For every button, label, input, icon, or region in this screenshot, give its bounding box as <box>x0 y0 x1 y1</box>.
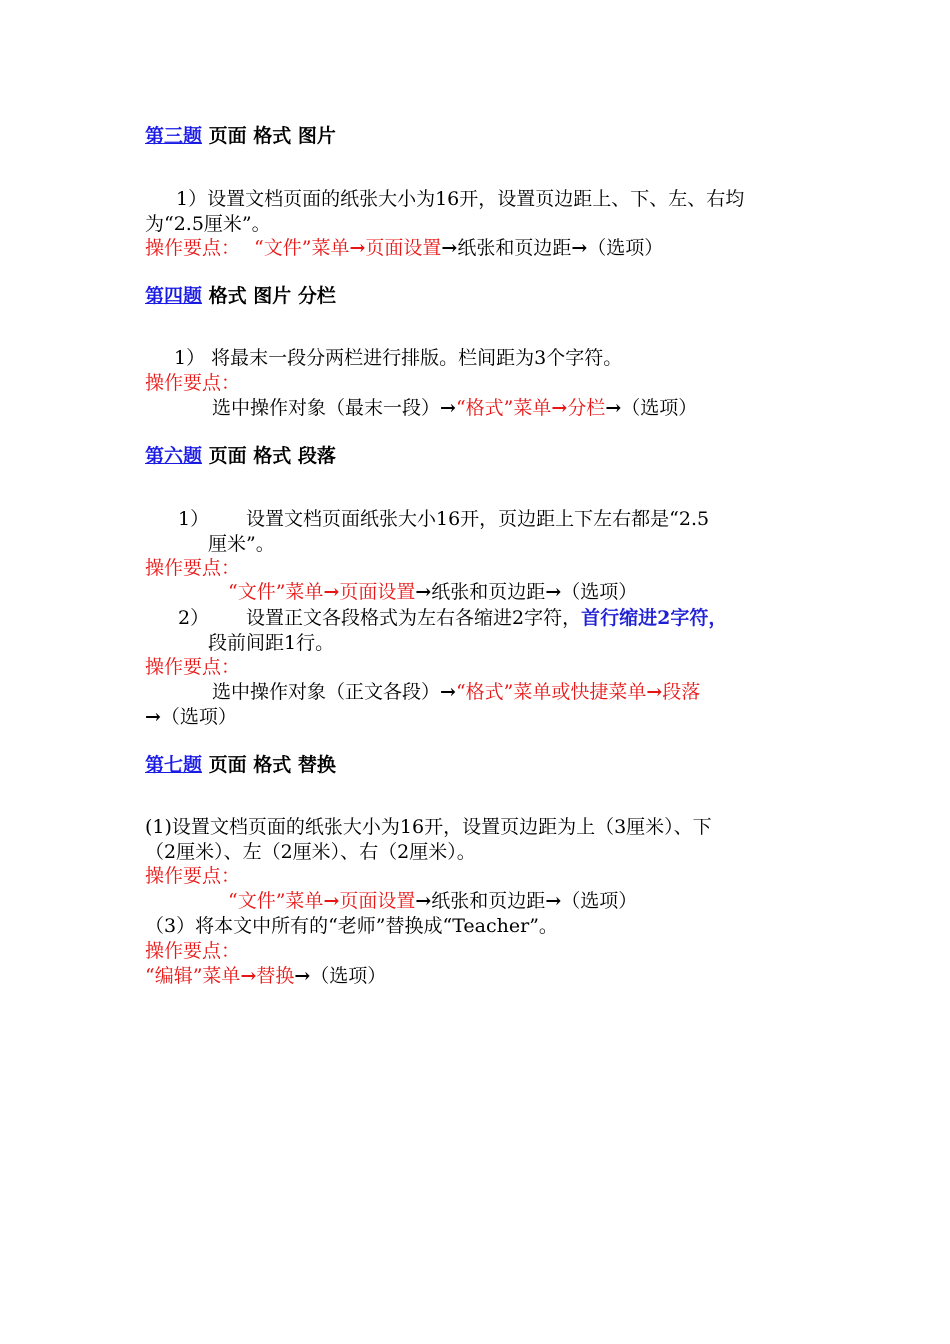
arrow-icon: → <box>415 890 432 912</box>
arrow-icon: → <box>240 965 257 987</box>
q3-tip-page-setup: 页面设置 <box>365 237 442 259</box>
q7-tip2-menu: “编辑”菜单 <box>145 965 241 987</box>
arrow-icon: → <box>605 397 622 419</box>
q7-tip1-menu: “文件”菜单 <box>228 890 324 912</box>
q3-tip <box>145 236 663 261</box>
q6-tip1-options: （选项） <box>561 581 638 603</box>
q4-heading-link[interactable]: 第四题 <box>145 285 203 307</box>
q6-tip2-cont <box>145 705 237 730</box>
q7-tip1-paper: 纸张和页边距 <box>431 890 546 912</box>
arrow-icon: → <box>440 397 456 419</box>
q6-tip2-options: （选项） <box>160 706 237 728</box>
q6-tip2-paragraph: 段落 <box>662 681 701 703</box>
arrow-icon: → <box>415 581 432 603</box>
q6-heading-text: 页面 格式 段落 <box>202 445 336 467</box>
q6-item2-number: 2） <box>178 607 210 629</box>
q7-heading-text: 页面 格式 替换 <box>202 754 336 776</box>
q3-heading <box>145 124 336 149</box>
arrow-icon: → <box>545 890 562 912</box>
arrow-icon: → <box>349 237 366 259</box>
arrow-icon: → <box>440 681 456 703</box>
q7-tip1 <box>228 889 637 914</box>
q6-item2-line1 <box>246 606 727 631</box>
q7-item1-line2: （2厘米）、左（2厘米）、右（2厘米）。 <box>145 841 476 863</box>
q3-item1-line2: 为“2.5厘米”。 <box>145 213 271 235</box>
q6-heading <box>145 444 336 469</box>
q6-tip1 <box>228 580 637 605</box>
q6-tip1-menu: “文件”菜单 <box>228 581 324 603</box>
q6-tip1-paper: 纸张和页边距 <box>431 581 546 603</box>
q3-tip-label: 操作要点： <box>145 237 241 259</box>
q6-tip1-label: 操作要点： <box>145 557 241 579</box>
q4-tip-select: 选中操作对象（最末一段） <box>212 397 441 419</box>
q7-tip2-replace: 替换 <box>256 965 295 987</box>
q4-tip <box>212 396 697 421</box>
arrow-icon: → <box>145 706 161 728</box>
q7-tip1-options: （选项） <box>561 890 638 912</box>
q6-item1-line2: 厘米”。 <box>208 533 275 555</box>
q7-item3: （3）将本文中所有的“老师”替换成“Teacher”。 <box>145 915 558 937</box>
q3-heading-text: 页面 格式 图片 <box>202 125 336 147</box>
q6-item2-text: 设置正文各段格式为左右各缩进2字符， <box>246 607 582 629</box>
q6-item1-number: 1） <box>178 508 210 530</box>
q7-item1-line1: (1)设置文档页面的纸张大小为16开，设置页边距为上（3厘米）、下 <box>145 816 712 838</box>
q4-tip-options: （选项） <box>621 397 698 419</box>
q6-item2-line2: 段前间距1行。 <box>208 632 335 654</box>
q4-tip-label: 操作要点： <box>145 372 241 394</box>
q7-tip1-page-setup: 页面设置 <box>339 890 416 912</box>
q4-item1: 1） 将最末一段分两栏进行排版。栏间距为3个字符。 <box>174 347 623 369</box>
q6-tip2-label: 操作要点： <box>145 656 241 678</box>
q7-tip2 <box>145 964 386 989</box>
q4-tip-columns: 分栏 <box>567 397 606 419</box>
arrow-icon: → <box>646 681 663 703</box>
q6-tip2-select: 选中操作对象（正文各段） <box>212 681 441 703</box>
arrow-icon: → <box>323 890 340 912</box>
arrow-icon: → <box>551 397 568 419</box>
arrow-icon: → <box>441 237 458 259</box>
q4-tip-menu: “格式”菜单 <box>455 397 552 419</box>
q7-tip2-options: （选项） <box>310 965 387 987</box>
q4-heading-text: 格式 图片 分栏 <box>202 285 336 307</box>
q7-heading <box>145 753 336 778</box>
q6-tip2-menu: “格式”菜单或快捷菜单 <box>455 681 647 703</box>
q7-tip2-label: 操作要点： <box>145 940 241 962</box>
arrow-icon: → <box>545 581 562 603</box>
q3-heading-link[interactable]: 第三题 <box>145 125 203 147</box>
q3-item1-line1: 1）设置文档页面的纸张大小为16开，设置页边距上、下、左、右均 <box>176 188 745 210</box>
q3-tip-options: （选项） <box>587 237 664 259</box>
q6-item1-line1: 设置文档页面纸张大小16开，页边距上下左右都是“2.5 <box>246 508 710 530</box>
q6-tip1-page-setup: 页面设置 <box>339 581 416 603</box>
q7-heading-link[interactable]: 第七题 <box>145 754 203 776</box>
q3-tip-paper: 纸张和页边距 <box>457 237 572 259</box>
arrow-icon: → <box>294 965 311 987</box>
arrow-icon: → <box>323 581 340 603</box>
q6-tip2 <box>212 680 700 705</box>
q7-tip1-label: 操作要点： <box>145 865 241 887</box>
q3-tip-menu: “文件”菜单 <box>254 237 350 259</box>
arrow-icon: → <box>571 237 588 259</box>
q4-heading <box>145 284 336 309</box>
q6-heading-link[interactable]: 第六题 <box>145 445 203 467</box>
q6-item2-highlight: 首行缩进2字符， <box>581 607 728 629</box>
